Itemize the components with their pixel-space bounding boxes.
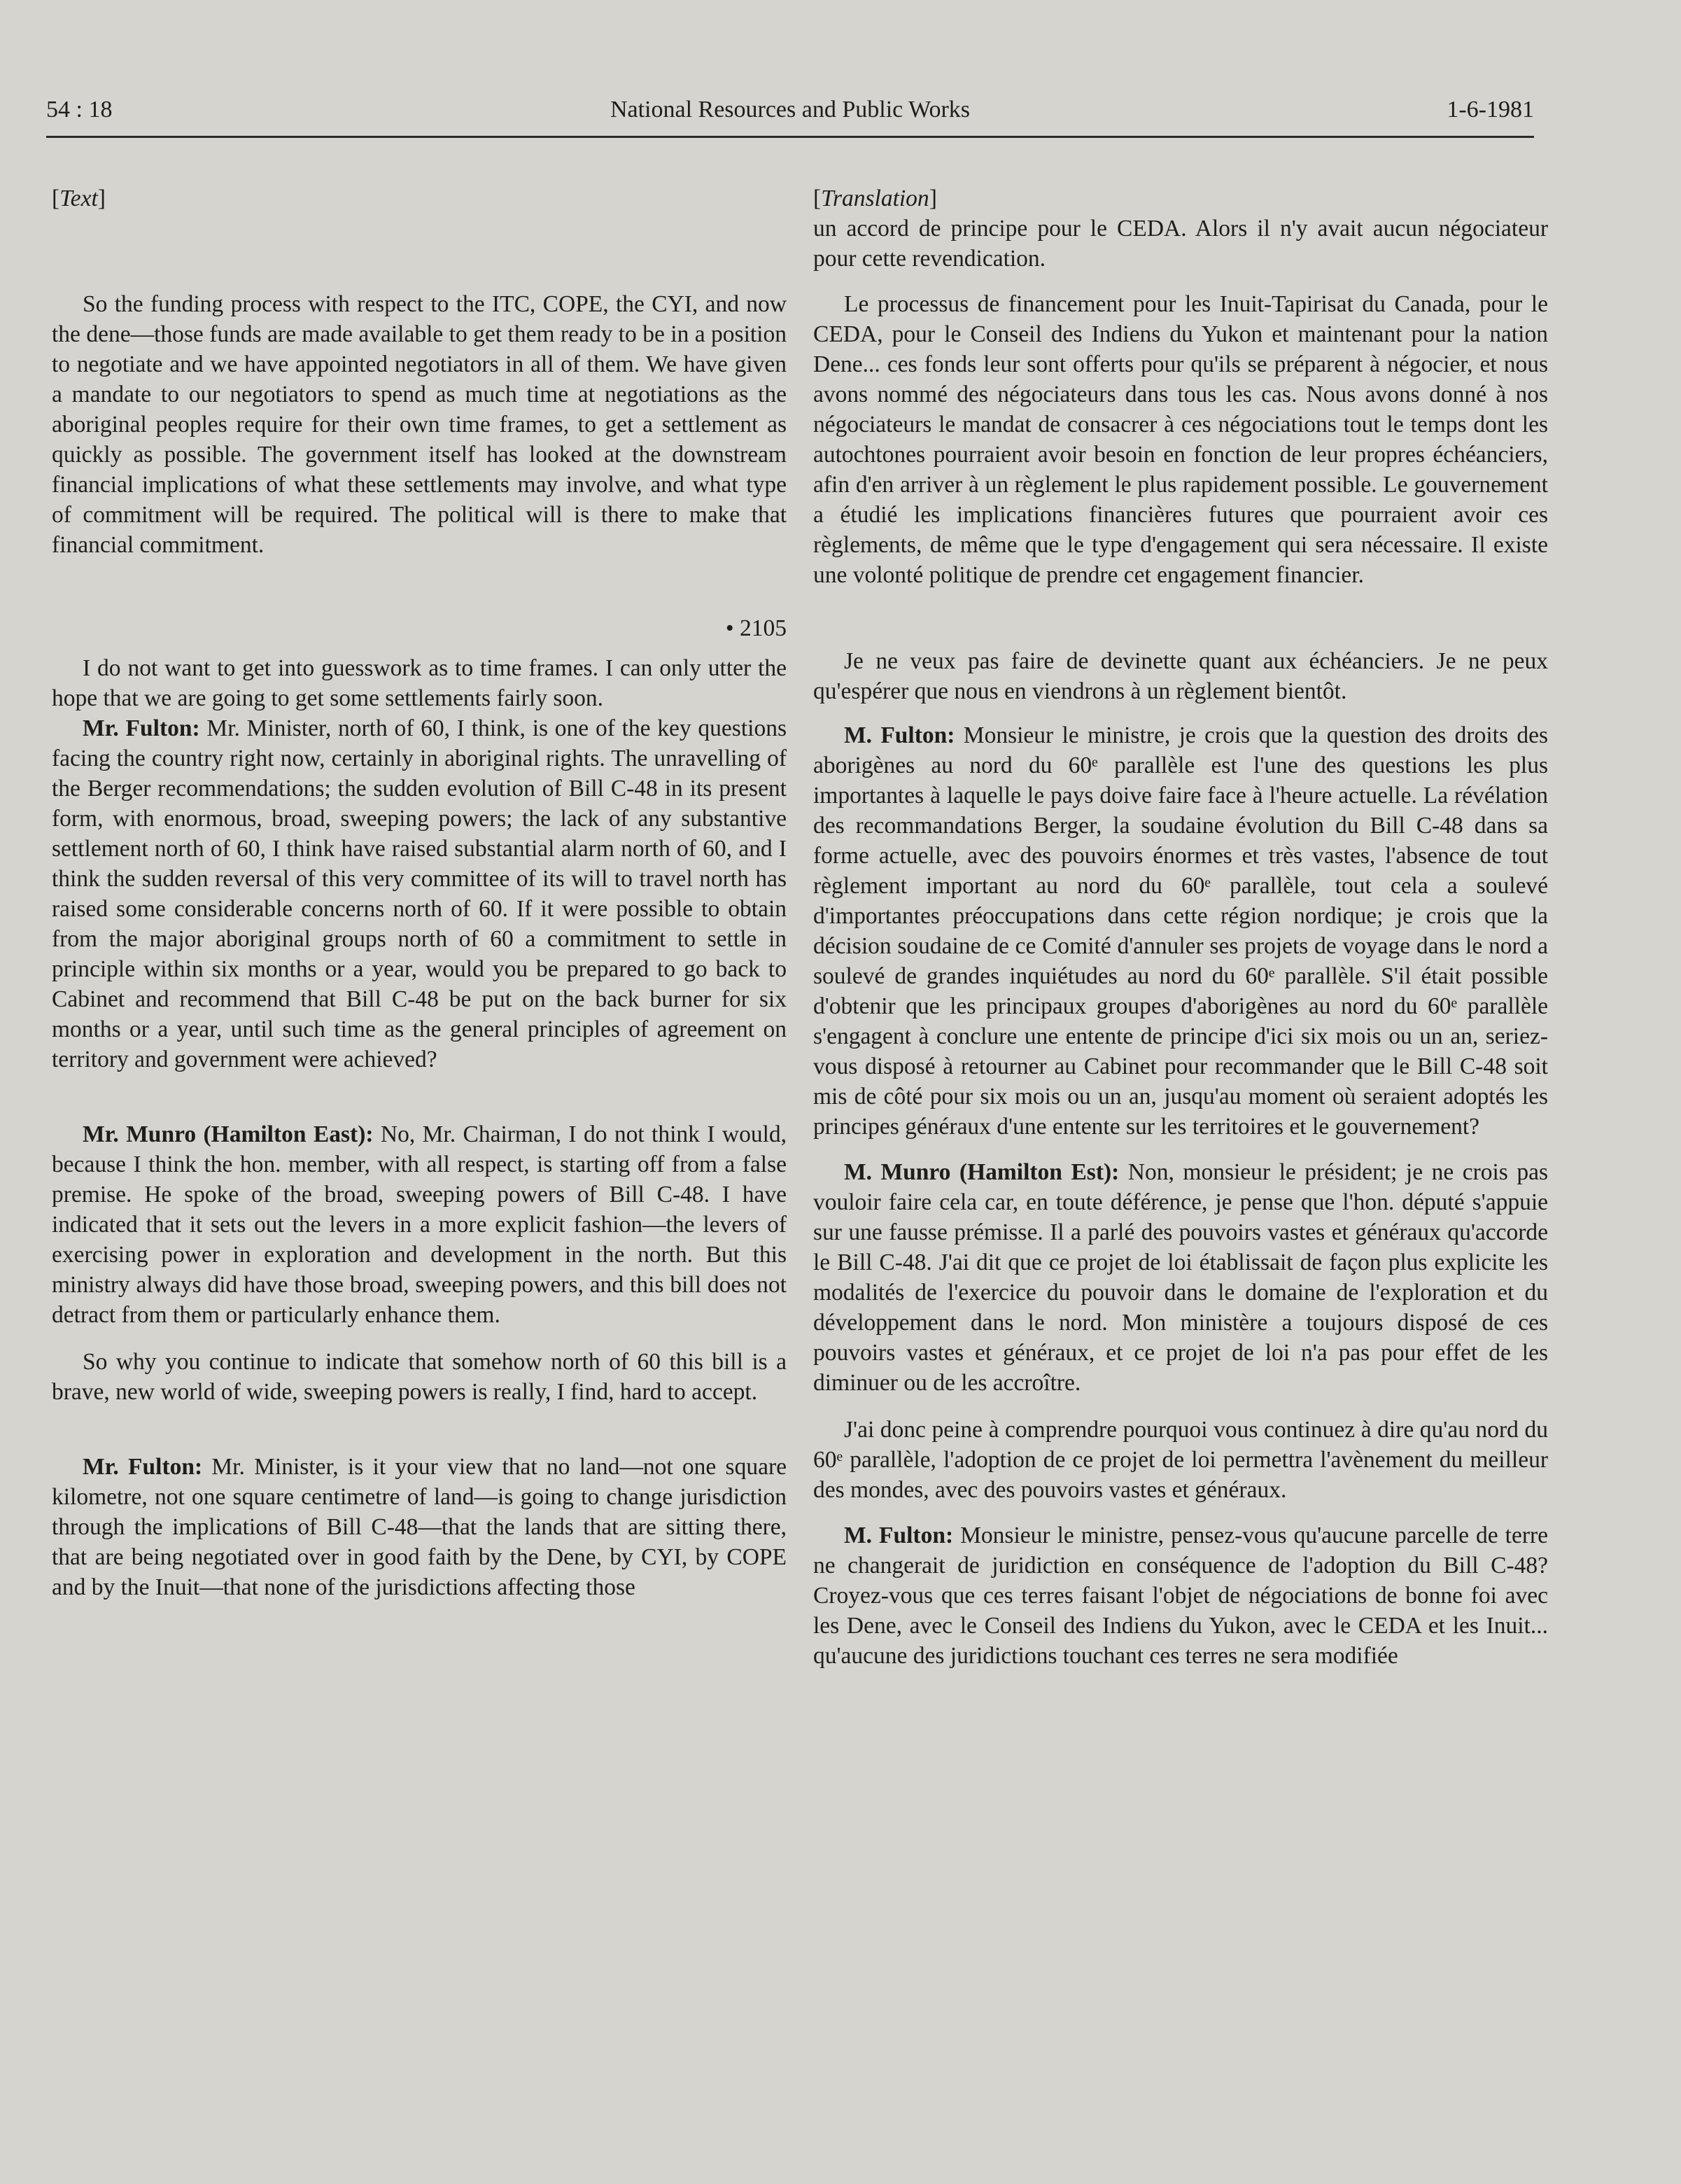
speech-text: Monsieur le ministre, pensez-vous qu'aucune parcelle de terre ne changerait de juridiction en conséquence de l'adoption du Bill C-48? Croyez-vous que ces terres faisant l'objet de négociations de bonne foi avec les Dene, avec le Conseil des Indiens du Yukon, avec le CEDA et les Inuit... qu'aucune des juridictions touchant ces terres ne sera modifiée: [813, 1522, 1549, 1669]
translation-label: [Translation]: [813, 186, 937, 211]
sitting-date: 1-6-1981: [1447, 97, 1534, 122]
speech-text: Non, monsieur le président; je ne crois pas vouloir faire cela car, en toute déférence, je pense que l'hon. député s'appuie sur une fausse prémisse. Il a parlé des pouvoirs vastes et généraux qu'accorde le Bill C-48. J'ai dit que ce projet de loi établissait de façon plus explicite les modalités de l'exercice du pouvoir dans le domaine de l'exploration et du développement dans le nord. Mon ministère a toujours disposé de ces pouvoirs vastes et généraux, et ce projet de loi n'a pas pour effet de les diminuer ou de les accroître.: [813, 1159, 1548, 1396]
paragraph: I do not want to get into guesswork as to time frames. I can only utter the hope that we are going to get some settlements fairly soon.: [52, 655, 787, 711]
french-column: [813, 183, 1548, 1671]
paragraph: So the funding process with respect to the ITC, COPE, the CYI, and now the dene—those funds are made available to get them ready to be in a position to negotiate and we have appointed negotiators in all of them. We have given a mandate to our negotiators to spend as much time at negotiations as the aboriginal peoples require for their own time frames, to get a settlement as quickly as possible. The government itself has looked at the downstream financial implications of what these settlements may involve, and what type of commitment will be required. The political will is there to make that financial commitment.: [52, 291, 787, 558]
speaker-name: M. Fulton:: [844, 722, 955, 748]
page-number: 54 : 18: [46, 97, 113, 122]
speech: [52, 1452, 787, 1602]
speaker-name: M. Fulton:: [844, 1522, 954, 1548]
speech: [813, 1157, 1548, 1398]
speaker-name: Mr. Fulton:: [83, 1454, 203, 1480]
english-column: [52, 183, 787, 1602]
speaker-name: Mr. Fulton:: [83, 715, 200, 741]
speech: [52, 713, 787, 1074]
page-header: [46, 97, 1534, 138]
speech-text: Monsieur le ministre, je crois que la question des droits des aborigènes au nord du 60ᵉ parallèle est l'une des questions les plus importantes à laquelle le pays doive faire face à l'heure actuelle. La révélation des recommandations Berger, la soudaine évolution du Bill C-48 dans sa forme actuelle, avec des pouvoirs énormes et très vastes, l'absence de tout règlement important au nord du 60ᵉ parallèle, tout cela a soulevé d'importantes préoccupations dans cette région nordique; je crois que la décision soudaine de ce Comité d'annuler ses projets de voyage dans le nord a soulevé de grandes inquiétudes au nord du 60ᵉ parallèle. S'il était possible d'obtenir que les principaux groupes d'aborigènes au nord du 60ᵉ parallèle s'engagent à conclure une entente de principe d'ici six mois ou un an, seriez-vous disposé à retourner au Cabinet pour recommander que le Bill C-48 soit mis de côté pour six mois ou un an, jusqu'au moment où seraient adoptés les principes généraux d'une entente sur les territoires et le gouvernement?: [813, 722, 1548, 1140]
paragraph: J'ai donc peine à comprendre pourquoi vous continuez à dire qu'au nord du 60ᵉ parallèle, l'adoption de ce projet de loi permettra l'avènement du meilleur des mondes, avec des pouvoirs vastes et généraux.: [813, 1417, 1548, 1503]
speaker-name: Mr. Munro (Hamilton East):: [83, 1121, 374, 1147]
speech: [813, 1520, 1548, 1671]
paragraph: un accord de principe pour le CEDA. Alors il n'y avait aucun négociateur pour cette revendication.: [813, 216, 1548, 272]
paragraph: So why you continue to indicate that somehow north of 60 this bill is a brave, new world of wide, sweeping powers is really, I find, hard to accept.: [52, 1349, 787, 1405]
speech: [52, 1119, 787, 1330]
speech-text: Mr. Minister, is it your view that no land—not one square kilometre, not one square centimetre of land—is going to change jurisdiction through the implications of Bill C-48—that the lands that are sitting there, that are being negotiated over in good faith by the Dene, by CYI, by COPE and by the Inuit—that none of the jurisdictions affecting those: [52, 1454, 787, 1600]
text-label: [Text]: [52, 186, 106, 211]
paragraph: Le processus de financement pour les Inuit-Tapirisat du Canada, pour le CEDA, pour le Conseil des Indiens du Yukon et maintenant pour la nation Dene... ces fonds leur sont offerts pour qu'ils se préparent à négocier, et nous avons nommé des négociateurs dans tous les cas. Nous avons donné à nos négociateurs le mandat de consacrer à ces négociations tout le temps dont les autochtones pourraient avoir besoin en fonction de leur propres échéanciers, afin d'en arriver à un règlement le plus rapidement possible. Le gouvernement a étudié les implications financières futures que pourraient avoir ces règlements, de même que le type d'engagement qui sera nécessaire. Il existe une volonté politique de prendre cet engagement financier.: [813, 291, 1548, 588]
speech: [813, 720, 1548, 1142]
paragraph: Je ne veux pas faire de devinette quant aux échéanciers. Je ne peux qu'espérer que nous en viendrons à un règlement bientôt.: [813, 648, 1548, 704]
speech-text: No, Mr. Chairman, I do not think I would, because I think the hon. member, with all respect, is starting off from a false premise. He spoke of the broad, sweeping powers of Bill C-48. I have indicated that it sets out the levers in a more explicit fashion—the levers of exercising power in exploration and development in the north. But this ministry always did have those broad, sweeping powers, and this bill does not detract from them or particularly enhance them.: [52, 1121, 787, 1328]
running-title: National Resources and Public Works: [610, 97, 971, 122]
speech-text: Mr. Minister, north of 60, I think, is one of the key questions facing the country right now, certainly in aboriginal rights. The unravelling of the Berger recommendations; the sudden evolution of Bill C-48 in its present form, with enormous, broad, sweeping powers; the lack of any substantive settlement north of 60, I think have raised substantial alarm north of 60, and I think the sudden reversal of this very committee of its will to travel north has raised some considerable concerns north of 60. If it were possible to obtain from the major aboriginal groups north of 60 a commitment to settle in principle within six months or a year, would you be prepared to go back to Cabinet and recommend that Bill C-48 be put on the back burner for six months or a year, until such time as the general principles of agreement on territory and government were achieved?: [52, 715, 787, 1072]
speaker-name: M. Munro (Hamilton Est):: [844, 1159, 1120, 1185]
time-marker: • 2105: [725, 615, 787, 641]
